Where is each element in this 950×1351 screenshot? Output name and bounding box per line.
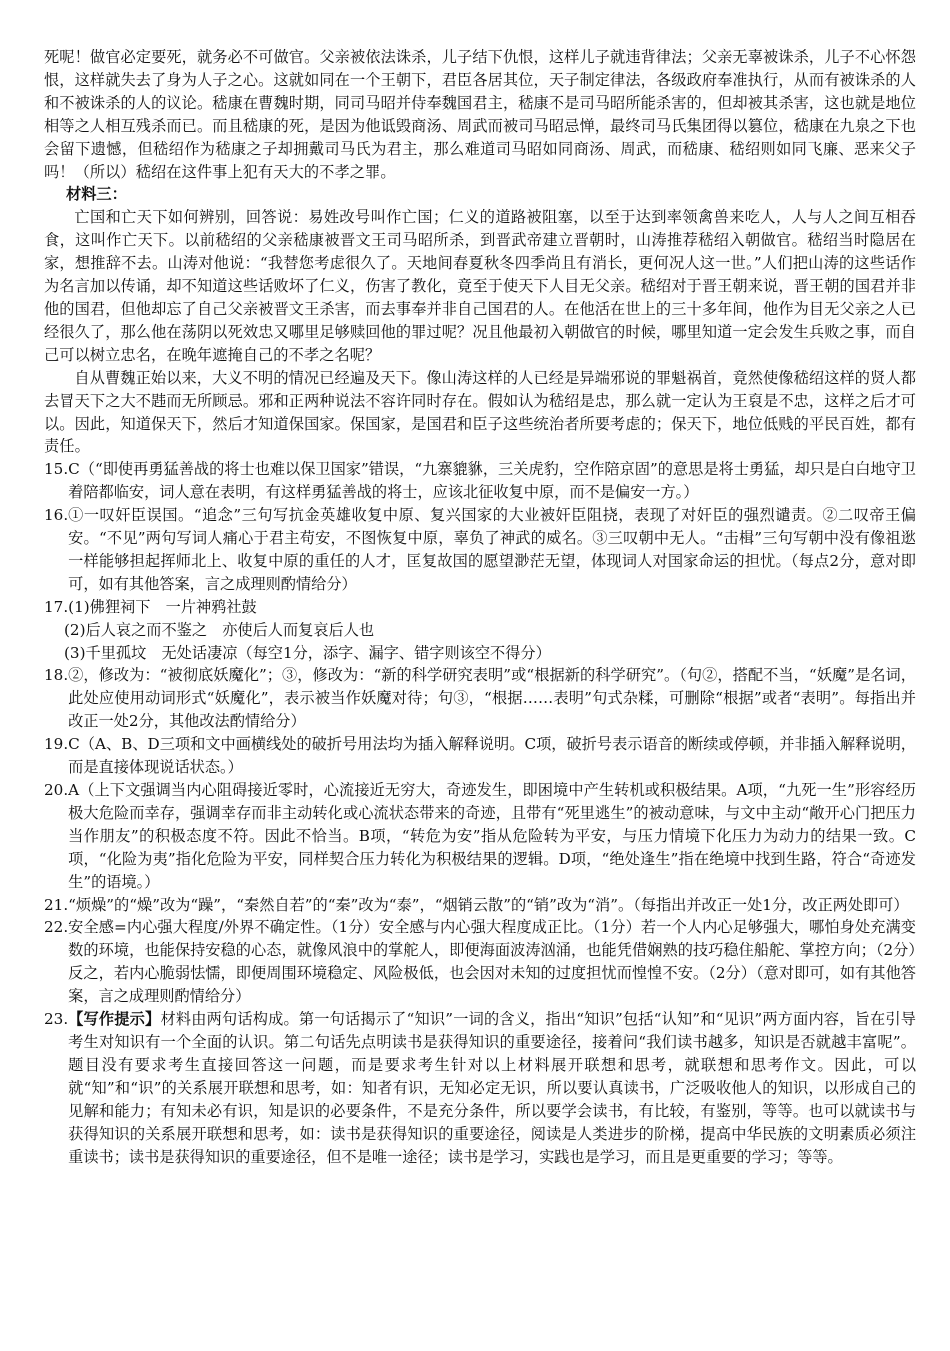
answer-number: 16.: [44, 506, 69, 525]
answer-text: 安全感=内心强大程度/外界不确定性。（1分）安全感与内心强大程度成正比。（1分）若一个人内心足够强大，哪怕身处充满变数的环境，也能保持安稳的心态，就像风浪中的掌舵人，即便海面波涛汹涌，也能凭借娴熟的技巧稳住船舵、掌控方向；（2分）反之，若内心脆弱怯懦，即便周围环境稳定、风险极低，也会因对未知的过度担忧而惶惶不安。（2分）（意对即可，如有其他答案，言之成理则酌情给分）: [68, 918, 916, 1006]
answer-text: C（A、B、D三项和文中画横线处的破折号用法均为插入解释说明。C项，破折号表示语音的断续或停顿，并非插入解释说明，而是直接体现说话状态。）: [68, 735, 916, 777]
answer-item-16: [44, 504, 916, 596]
answer-item-15: [44, 458, 916, 504]
writing-hint-label: 【写作提示】: [68, 1010, 161, 1029]
answer-number: 17.: [44, 597, 69, 616]
answer-text: “烦燥”的“燥”改为“躁”，“秦然自若”的“秦”改为“泰”，“烟销云散”的“销”改为“消”。（每指出并改正一处1分，改正两处即可）: [68, 895, 909, 914]
answer-number: 23.: [44, 1010, 69, 1029]
answer-text: ②，修改为：“被彻底妖魔化”；③，修改为：“新的科学研究表明”或“根据新的科学研究”。（句②，搭配不当，“妖魔”是名词，此处应使用动词形式“妖魔化”，表示被当作妖魔对待；句③，“根据……表明”句式杂糅，可删除“根据”或者“表明”。每指出并改正一处2分，其他改法酌情给分）: [68, 666, 916, 731]
answer-text: ①一叹奸臣误国。“追念”三句写抗金英雄收复中原、复兴国家的大业被奸臣阻挠，表现了对奸臣的强烈谴责。②二叹帝王偏安。“不见”两句写词人痛心于君主苟安，不图恢复中原，辜负了神武的威名。③三叹朝中无人。“击楫”三句写朝中没有像祖逖一样能够担起挥师北上、收复中原的重任的人才，匡复故国的愿望渺茫无望，体现词人对国家命运的担忧。（每点2分，意对即可，如有其他答案，言之成理则酌情给分）: [68, 506, 916, 593]
answer-item-20: [44, 779, 916, 894]
answer-text: C（“即使再勇猛善战的将士也难以保卫国家”错误，“九寨貔貅，三关虎豹，空作陪京固”的意思是将士勇猛，却只是白白地守卫着陪都临安，词人意在表明，有这样勇猛善战的将士，应该北征收复中原，而不是偏安一方。）: [68, 460, 916, 502]
material3-paragraph-1: 亡国和亡天下如何辨别，回答说：易姓改号叫作亡国；仁义的道路被阻塞，以至于达到率领禽兽来吃人，人与人之间互相吞食，这叫作亡天下。以前嵇绍的父亲嵇康被晋文王司马昭所杀，到晋武帝建立晋朝时，山涛推荐嵇绍入朝做官。嵇绍当时隐居在家，想推辞不去。山涛对他说：“我替您考虑很久了。天地间春夏秋冬四季尚且有消长，更何况人这一世。”人们把山涛的这些话作为名言加以传诵，却不知道这些话败坏了仁义，伤害了教化，竟至于使天下人目无父亲。嵇绍对于晋王朝来说，晋王朝的国君并非他的国君，但他却忘了自己父亲被晋文王杀害，而去事奉并非自己国君的人。在他活在世上的三十多年间，他作为目无父亲之人已经很久了，那么他在荡阴以死效忠又哪里足够赎回他的罪过呢？况且他最初入朝做官的时候，哪里知道一定会发生兵败之事，而自己可以树立忠名，在晚年遮掩自己的不孝之名呢？: [44, 208, 916, 364]
writing-hint-text: 材料由两句话构成。第一句话揭示了“知识”一词的含义，指出“知识”包括“认知”和“见识”两方面内容，旨在引导考生对知识有一个全面的认识。第二句话先点明读书是获得知识的重要途径，接着问“我们读书越多，知识是否就越丰富呢”。题目没有要求考生直接回答这一问题，而是要求考生针对以上材料展开联想和思考，就联想和思考作文。因此，可以就“知”和“识”的关系展开联想和思考，如：知者有识，无知必定无识，所以要认真读书，广泛吸收他人的知识，以形成自己的见解和能力；有知未必有识，知是识的必要条件，不是充分条件，所以要学会读书，有比较，有鉴别，等等。也可以就读书与获得知识的关系展开联想和思考，如：读书是获得知识的重要途径，阅读是人类进步的阶梯，提高中华民族的文明素质必须注重读书；读书是获得知识的重要途径，但不是唯一途径；读书是学习，实践也是学习，而且是更重要的学习；等等。: [68, 1010, 916, 1166]
answer-number: 18.: [44, 666, 69, 685]
answer-item-21: [44, 894, 916, 917]
answer-number: 22.: [44, 918, 69, 937]
answer-number: 20.: [44, 781, 69, 799]
answer-item-18: [44, 664, 916, 733]
material2-tail-paragraph: 死呢！做官必定要死，就务必不可做官。父亲被依法诛杀，儿子结下仇恨，这样儿子就违背律法；父亲无辜被诛杀，儿子不心怀怨恨，这样就失去了身为人子之心。这就如同在一个王朝下，君臣各居其位，天子制定律法，各级政府奉准执行，从而有被诛杀的人和不被诛杀的人的议论。嵇康在曹魏时期，同司马昭并侍奉魏国君主，嵇康不是司马昭所能杀害的，但却被其杀害，这也就是地位相等之人相互残杀而已。而且嵇康的死，是因为他诋毁商汤、周武而被司马昭忌惮，最终司马氏集团得以篡位，嵇康在九泉之下也会留下遗憾，但嵇绍作为嵇康之子却拥戴司马氏为君主，那么难道司马昭如同商汤、周武，而嵇康、嵇绍则如同飞廉、恶来父子吗！（所以）嵇绍在这件事上犯有天大的不孝之罪。: [44, 48, 916, 181]
answer-item-23: [44, 1008, 916, 1168]
answer-text-container: [68, 1008, 916, 1168]
answer-item-19: [44, 733, 916, 779]
answer-17-line-2: (2)后人哀之而不鉴之 亦使后人而复哀后人也: [64, 620, 375, 639]
answer-17-line-3: (3)千里孤坟 无处话凄凉（每空1分，添字、漏字、错字则该空不得分）: [64, 643, 551, 662]
answer-item-17: [44, 596, 916, 619]
answer-text: A（上下文强调当内心阻碍接近零时，心流接近无穷大，奇迹发生，即困境中产生转机或积极结果。A项，“九死一生”形容经历极大危险而幸存，强调幸存而非主动转化或心流状态带来的奇迹，且带有“死里逃生”的被动意味，与文中主动“敞开心门把压力当作朋友”的积极态度不符。因此不恰当。B项，“转危为安”指从危险转为平安，与压力情境下化压力为动力的结果一致。C项，“化险为夷”指化危险为平安，同样契合压力转化为积极结果的逻辑。D项，“绝处逢生”指在绝境中找到生路，符合“奇迹发生”的语境。）: [68, 781, 916, 891]
answer-number: 21.: [44, 895, 69, 914]
material3-heading: 材料三：: [66, 185, 127, 204]
answer-item-22: [44, 916, 916, 1008]
answer-text: (1)佛狸祠下 一片神鸦社鼓: [68, 597, 257, 616]
answer-number: 19.: [44, 735, 69, 754]
answer-number: 15.: [44, 460, 69, 479]
material3-paragraph-2: 自从曹魏正始以来，大义不明的情况已经遍及天下。像山涛这样的人已经是异端邪说的罪魁祸首，竟然使像嵇绍这样的贤人都去冒天下之大不韪而无所顾忌。邪和正两种说法不容许同时存在。假如认为嵇绍是忠，那么就一定认为王裒是不忠，这样之后才可以。因此，知道保天下，然后才知道保国家。保国家，是国君和臣子这些统治者所要考虑的；保天下，地位低贱的平民百姓，都有责任。: [44, 368, 916, 456]
